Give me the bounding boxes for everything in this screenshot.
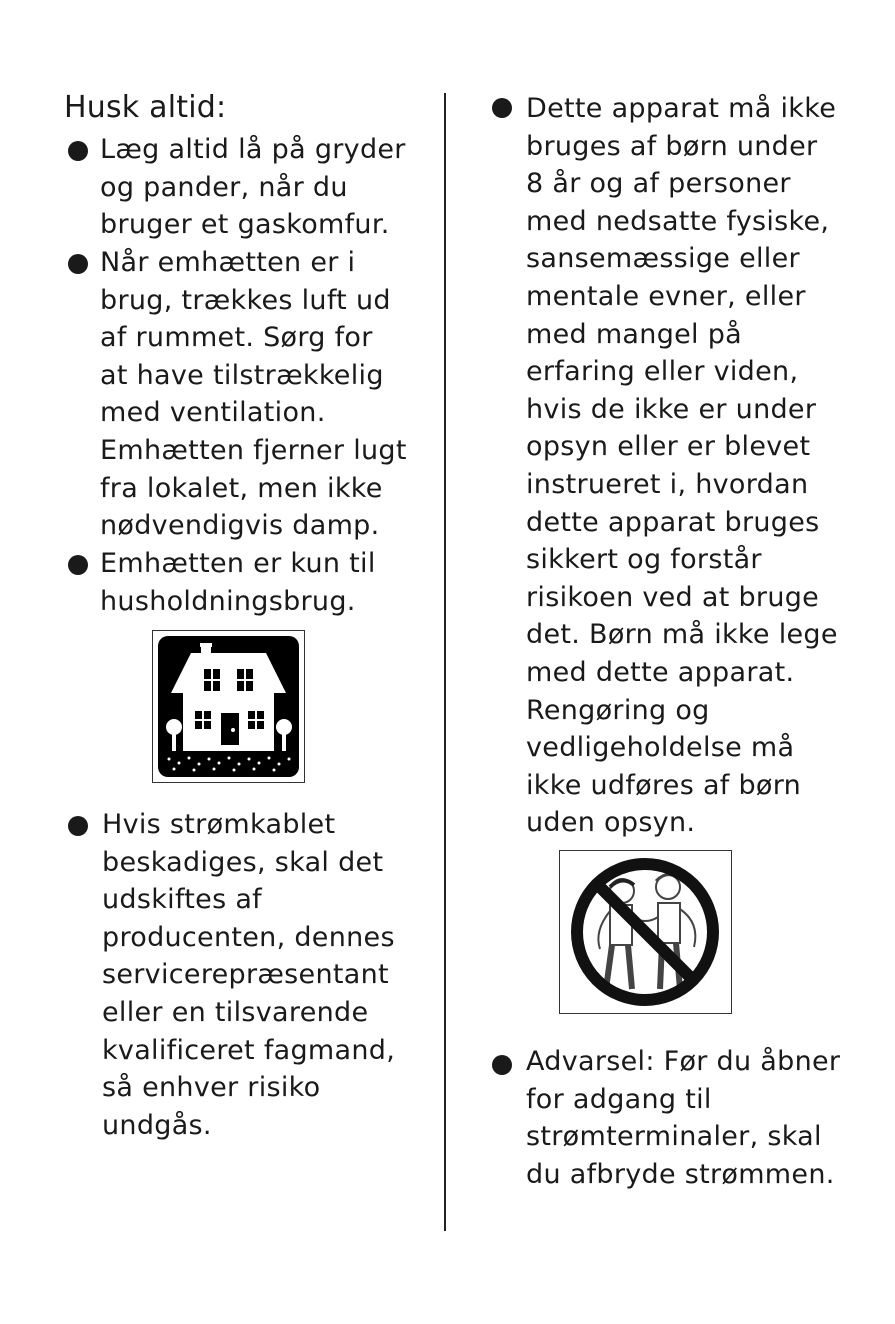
page-heading: Husk altid: — [64, 90, 227, 125]
list-item-text: Advarsel: Før du åbner for adgang til strømterminaler, skal du afbryde strømmen. — [526, 1046, 841, 1190]
list-item-text: Når emhætten er i brug, trækkes luft ud af rummet. Sørg for at have tilstrækkelig med ventilation. Emhætten fjerner lugt fra lokalet, men ikke nødvendigvis damp. — [100, 247, 407, 542]
household-use-icon — [152, 630, 305, 783]
list-item-text: Hvis strømkablet beskadiges, skal det udskiftes af producenten, dennes servicerepræsentant eller en tilsvarende kvalificeret fagmand, så enhver risiko undgås. — [102, 809, 396, 1141]
list-item-text: Emhætten er kun til husholdningsbrug. — [100, 548, 376, 617]
list-item-text: Læg altid lå på gryder og pander, når du bruger et gaskomfur. — [100, 134, 406, 241]
list-item-text: Dette apparat må ikke bruges af børn under 8 år og af personer med nedsatte fysiske, sansemæssige eller mentale evner, eller med mangel på erfaring eller viden, hvis de ikke er under opsyn eller er blevet instrueret i, hvordan dette apparat bruges sikkert og forstår risikoen ved at bruge det. Børn må ikke lege med dette apparat. Rengøring og vedligeholdelse må ikke udføres af børn uden opsyn. — [526, 93, 838, 839]
column-divider — [444, 93, 446, 1231]
bullet-icon — [68, 254, 88, 274]
bullet-icon — [492, 1055, 512, 1075]
bullet-icon — [68, 816, 88, 836]
no-children-icon — [559, 850, 732, 1014]
bullet-icon — [68, 555, 88, 575]
bullet-icon — [68, 141, 88, 161]
bullet-icon — [492, 98, 512, 118]
